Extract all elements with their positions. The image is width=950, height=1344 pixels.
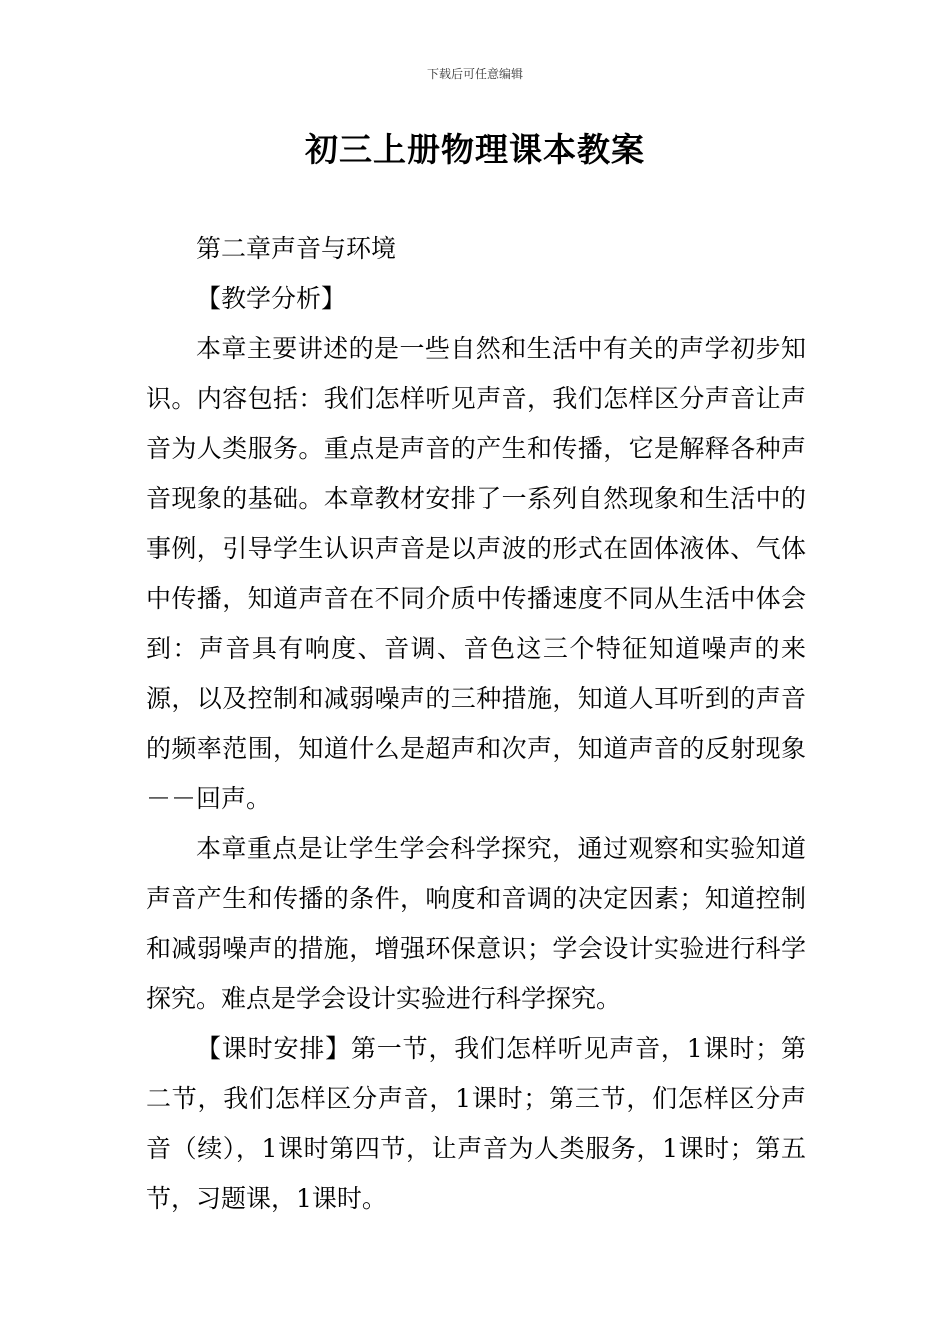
document-title: 初三上册物理课本教案 <box>305 130 645 169</box>
analysis-heading: 【教学分析】 <box>196 284 347 313</box>
paragraph-content-overview: 本章主要讲述的是一些自然和生活中有关的声学初步知识。内容包括：我们怎样听见声音，我们怎样区分声音让声音为人类服务。重点是声音的产生和传播，它是解释各种声音现象的基础。本章教材安排了一系列自然现象和生活中的事例，引导学生认识声音是以声波的形式在固体液体、气体中传播，知道声音在不同介质中传播速度不同从生活中体会到：声音具有响度、音调、音色这三个特征知道噪声的来源，以及控制和减弱噪声的三种措施，知道人耳听到的声音的频率范围，知道什么是超声和次声，知道声音的反射现象－－回声。 <box>146 334 806 813</box>
paragraph-key-points: 本章重点是让学生学会科学探究，通过观察和实验知道声音产生和传播的条件，响度和音调的决定因素；知道控制和减弱噪声的措施，增强环保意识；学会设计实验进行科学探究。难点是学会设计实验进行科学探究。 <box>146 834 806 1013</box>
chapter-heading: 第二章声音与环境 <box>196 234 397 263</box>
paragraph-lesson-schedule: 【课时安排】第一节，我们怎样听见声音，1课时；第二节，我们怎样区分声音，1课时；第三节，们怎样区分声音（续），1课时第四节，让声音为人类服务，1课时；第五节，习题课，1课时。 <box>146 1034 806 1213</box>
header-note: 下载后可任意编辑 <box>426 67 523 81</box>
document-body <box>146 224 806 1224</box>
